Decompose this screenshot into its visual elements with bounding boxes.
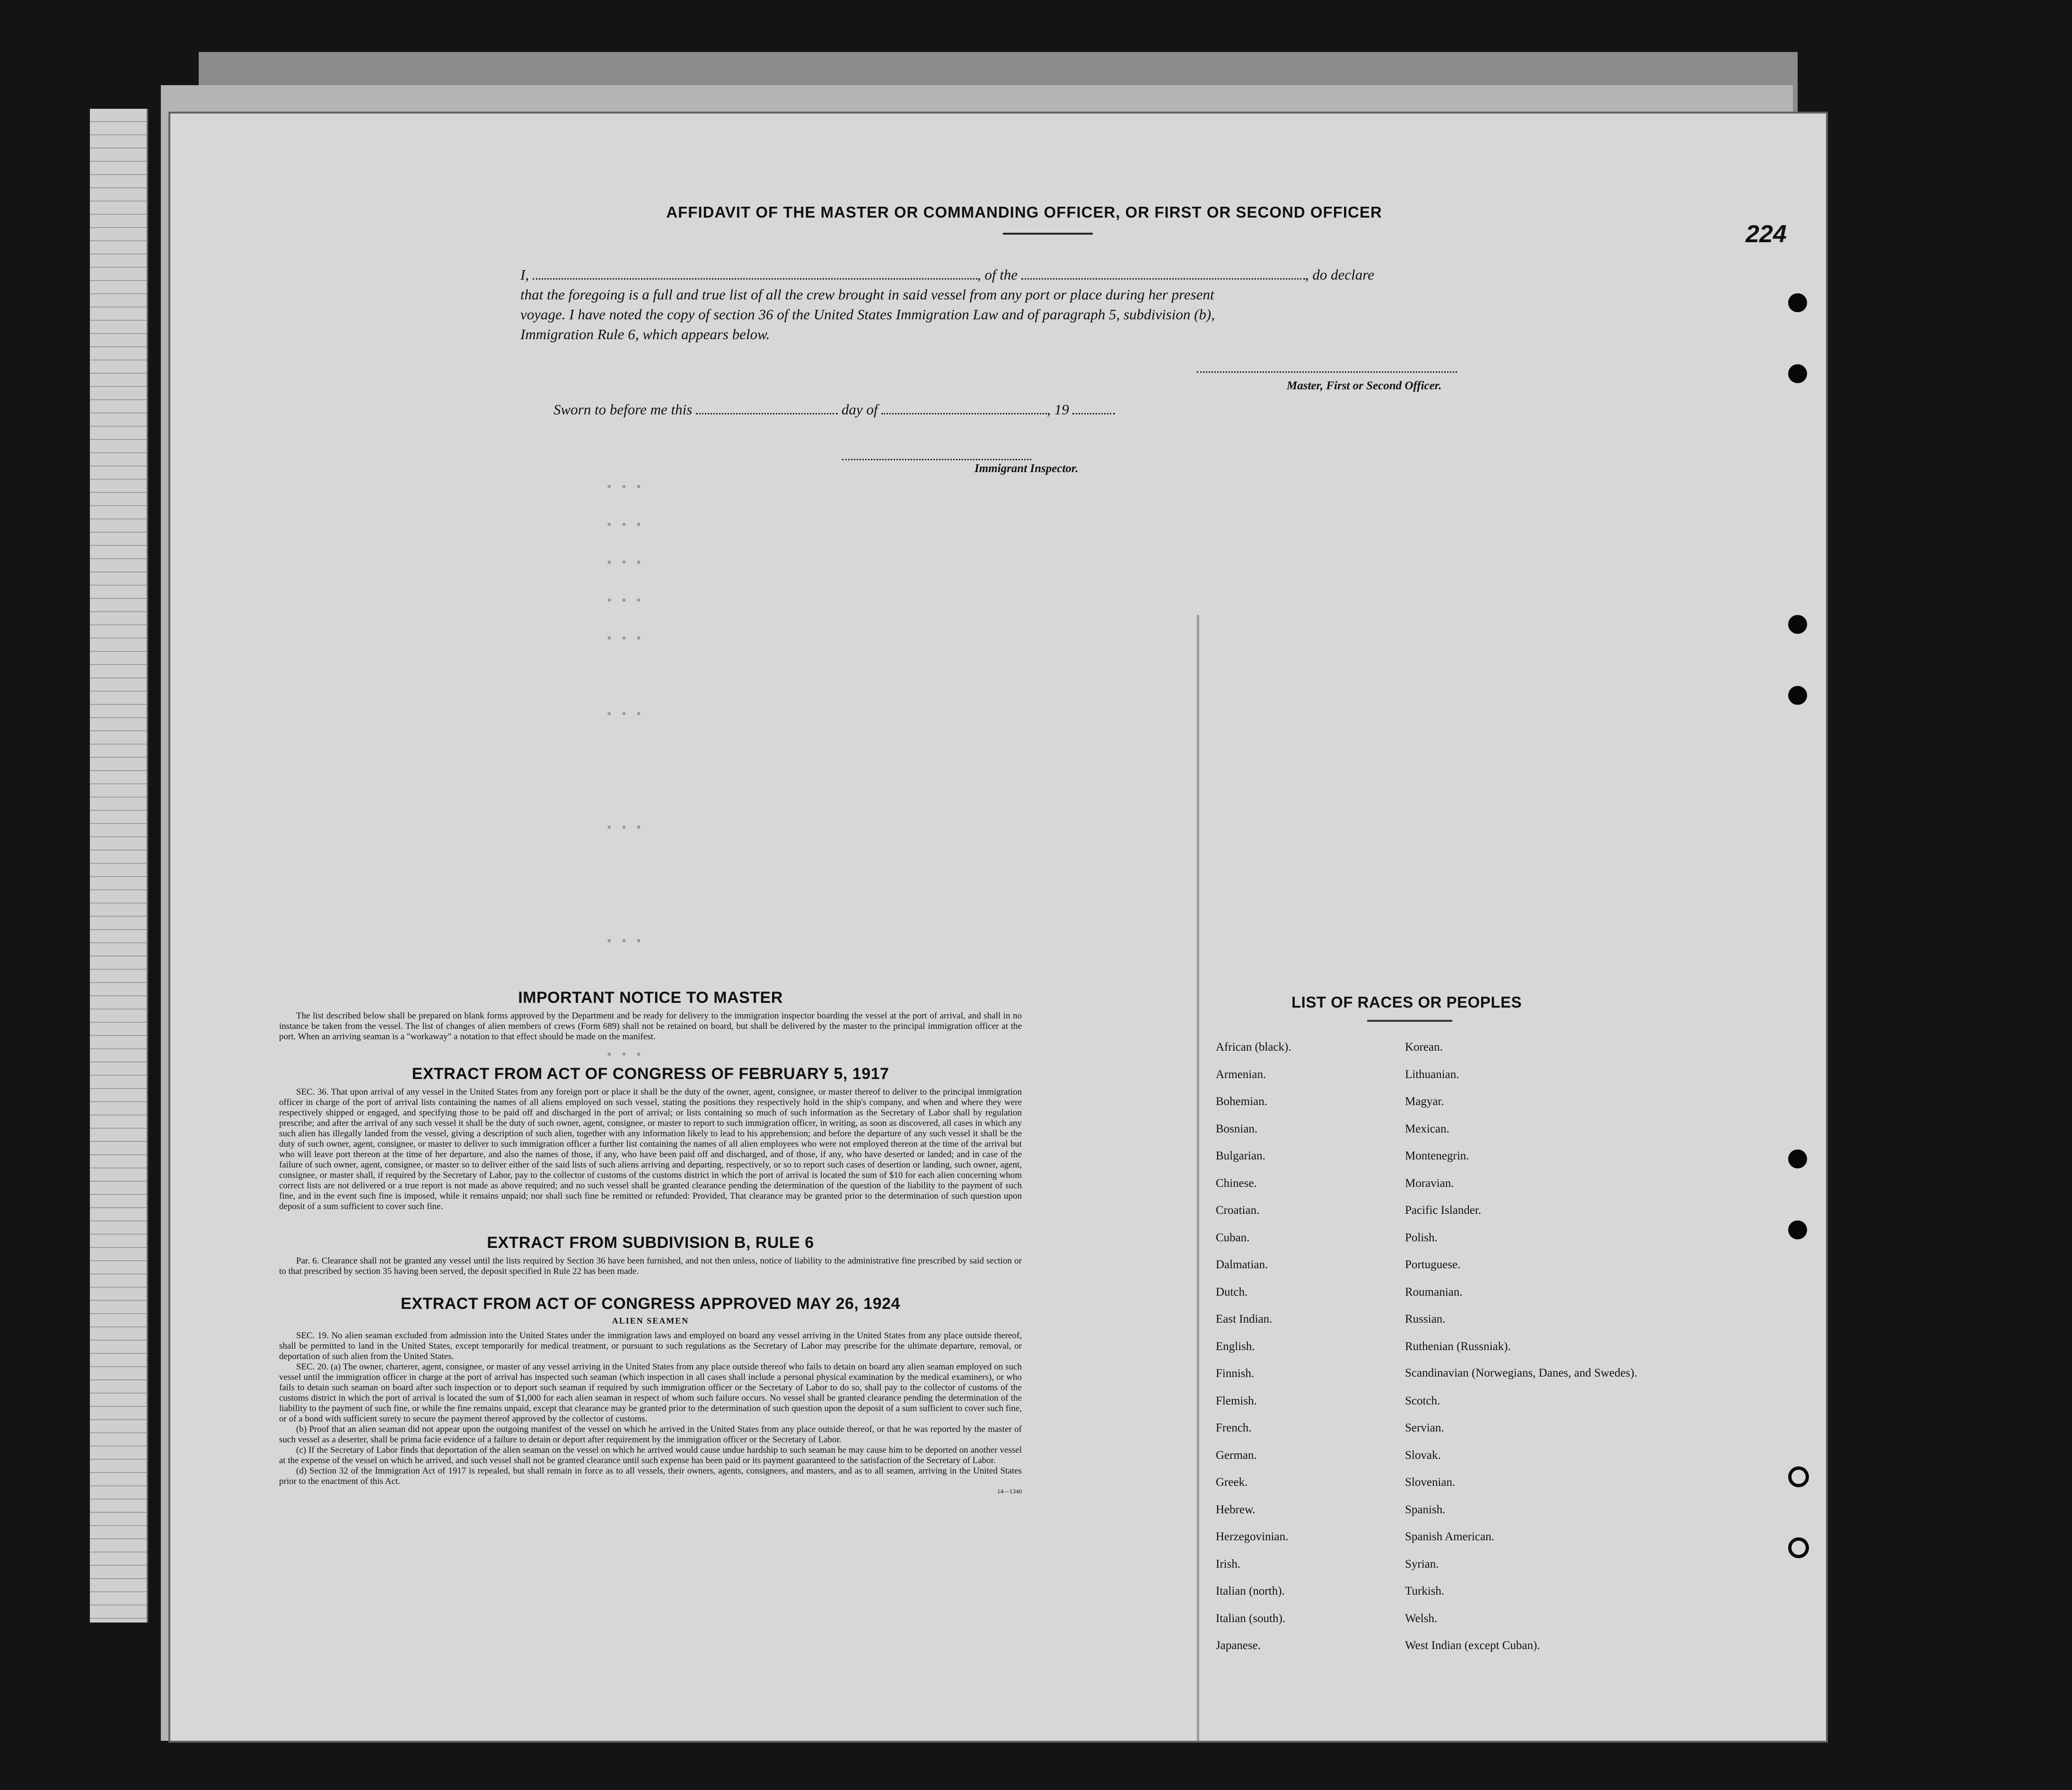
race-item: Flemish. [1216,1394,1257,1407]
master-name-field[interactable] [533,268,977,280]
sworn-year-field[interactable] [1072,403,1115,414]
races-section [1216,993,1689,1652]
race-item: Pacific Islander. [1405,1204,1482,1217]
affidavit-line-3: voyage. I have noted the copy of section 36 of the United States Immigration Law and of paragraph 5, subdivision (b), [520,306,1215,323]
race-item: Turkish. [1405,1585,1445,1597]
race-item: Magyar. [1405,1095,1444,1108]
race-item: Armenian. [1216,1068,1266,1081]
signature-line[interactable] [1197,371,1457,373]
race-item: Croatian. [1216,1204,1260,1217]
races-left-column [1216,1041,1291,1667]
race-item: Dutch. [1216,1285,1248,1299]
race-item: Lithuanian. [1405,1068,1459,1081]
race-item: Welsh. [1405,1612,1438,1625]
race-item: Herzegovinian. [1216,1530,1289,1543]
race-item: Bosnian. [1216,1122,1258,1135]
punch-hole [1788,1220,1807,1239]
race-item: African (black). [1216,1041,1291,1053]
race-item: Bohemian. [1216,1095,1268,1108]
sworn-month-field[interactable] [881,403,1047,414]
race-item: Dalmatian. [1216,1258,1268,1271]
race-item: Moravian. [1405,1176,1454,1190]
extract-1917-title: EXTRACT FROM ACT OF CONGRESS OF FEBRUARY 5, 1917 [412,1065,889,1083]
punch-hole [1788,293,1807,312]
race-item: Finnish. [1216,1367,1255,1380]
race-item: Korean. [1405,1041,1443,1053]
race-item: Mexican. [1405,1122,1449,1135]
race-item: Italian (south). [1216,1612,1286,1625]
affidavit-line-4: Immigration Rule 6, which appears below. [520,326,770,342]
vessel-name-field[interactable] [1021,268,1305,280]
signature-label: Master, First or Second Officer. [1287,379,1442,392]
race-item: Russian. [1405,1313,1446,1325]
extract-1924-title: EXTRACT FROM ACT OF CONGRESS APPROVED MAY 26, 1924 [401,1295,900,1313]
subdivision-title: EXTRACT FROM SUBDIVISION B, RULE 6 [487,1234,814,1252]
race-item: English. [1216,1340,1255,1353]
race-item: Polish. [1405,1231,1438,1244]
races-right-column [1405,1041,1637,1667]
punch-hole-ring [1788,1466,1809,1487]
race-item: Slovenian. [1405,1476,1456,1489]
form-code: 14—1340 [997,1488,1022,1495]
notice-title: IMPORTANT NOTICE TO MASTER [518,989,783,1007]
race-item: East Indian. [1216,1313,1273,1325]
race-item: Servian. [1405,1421,1444,1434]
sworn-day-field[interactable] [696,403,838,414]
manifest-page: 224 AFFIDAVIT OF THE MASTER OR COMMANDING OFFICER, OR FIRST OR SECOND OFFICER I, , of the , do declare that the foregoing is a full and true list of all the crew brought in said vessel from any port or place during her present voyage. I have noted the copy of section 36 of the United States Immigration Law and of paragraph 5, subdivision (b), Immigration Rule 6, which appears below. Master, First or Second Officer. Sworn to before me this day of , 19 Immigrant Inspector. • • • • • • • • • • • • • • • • • • • • • • • • • • • IMPORTANT NOTICE TO MASTER The list described below shall be prepared on blank forms approved by the Department and be ready for delivery to the immigration inspector boarding the vessel at the port of arrival, and shall in no instance be taken from the vessel. The list of changes of alien members of crews (Form 689) shall not be retained on board, but shall be delivered by the master to the principal immigration officer at the port. When an arriving seaman is a "workaway" a notation to that effect should be made on the manifest. EXTRACT FROM ACT OF CONGRESS OF FEBRUARY 5, 1917 SEC. 36. That upon arrival of any vessel in the United States from any foreign port or place it shall be the duty of the owner, agent, consignee, or master thereof to deliver to the principal immigration officer in charge of the port of arrival lists containing the names of all aliens employed on such vessel, stating the positions they respectively hold in the ship's company, and when and where they were respectively shipped or engaged, and specifying those to be paid off and discharged in the port of arrival; or lists containing so much of such information as the Secretary of Labor shall by regulation prescribe; and after the arrival of any such vessel it shall be the duty of such owner, agent, consignee, or master to report to such immigration officer, in writing, as soon as discovered, all cases in which any such alien has illegally landed from the vessel, giving a description of such alien, together with any information likely to lead to his apprehension; and before the departure of any such vessel it shall be the duty of such owner, agent, consignee, or master to deliver to such immigration officer a further list containing the names of all alien employees who were not employed thereon at the time of the arrival but who will leave port thereon at the time of her departure, and also the names of those, if any, who have been paid off and discharged, and of those, if any, who have deserted or landed; and in case of the failure of such owner, agent, consignee, or master so to deliver either of the said lists of such aliens arriving and departing, respectively, or so to report such cases of desertion or landing, such owner, agent, consignee, or master shall, if required by the Secretary of Labor, pay to the collector of customs of the customs district in which the port of arrival is located the sum of $10 for each alien concerning whom correct lists are not delivered or a true report is not made as above required; and no such vessel shall be granted clearance pending the determination of the question of the liability to the payment of such fine, and in the event such fine is imposed, while it remains unpaid; nor shall such fine be remitted or refunded: Provided, That clearance may be granted prior to the determination of such question upon deposit of a sum sufficient to cover such fine. EXTRACT FROM SUBDIVISION B, RULE 6 Par. 6. Clearance shall not be granted any vessel until the lists required by Section 36 have been furnished, and not then unless, notice of liability to the administrative fine prescribed by said section or to that prescribed by section 35 having been served, the deposit specified in Rule 22 has been made. EXTRACT FROM ACT OF CONGRESS APPROVED MAY 26, 1924 ALIEN SEAMEN SEC. 19. No alien seaman excluded from admission into the United States under the immigration laws and employed on board any vessel arriving in the United States from any place outside thereof, shall be permitted to land in the United States, except temporarily for medical treatment, or pursuant to such regulations as the Secretary of Labor may prescribe for the ultimate departure, removal, or deportation of such alien from the United States. SEC. 20. (a) The owner, charterer, agent, consignee, or master of any vessel arriving in the United States from any place outside thereof who fails to detain on board any alien seaman employed on such vessel until the immigration officer in charge at the port of arrival has inspected such seaman (which inspection in all cases shall include a personal physical examination by the medical examiners), or who fails to detain such seaman on board after such inspection or to deport such seaman if required by such immigration officer or the Secretary of Labor to do so, shall pay to the collector of customs of the customs district in which the port of arrival is located the sum of $1,000 for each alien seaman in respect of whom such failure occurs. No vessel shall be granted clearance pending the determination of the liability to the payment of such fine, or while the fine remains unpaid, except that clearance may be granted prior to the determination of such question upon the deposit of a sum sufficient to cover such fine, or of a bond with sufficient surety to secure the payment thereof approved by the collector of customs. (b) Proof that an alien seaman did not appear upon the outgoing manifest of the vessel on which he arrived in the United States from any place outside thereof, or that he was reported by the master of such vessel as a deserter, shall be prima facie evidence of a failure to detain or deport after requirement by the immigration officer or the Secretary of Labor. (c) If the Secretary of Labor finds that deportation of the alien seaman on the vessel on which he arrived would cause undue hardship to such seaman he may cause him to be deported on another vessel at the expense of the vessel on which he arrived, and such vessel shall not be granted clearance until such expense has been paid or its payment guaranteed to the satisfaction of the Secretary of Labor. (d) Section 32 of the Immigration Act of 1917 is repealed, but shall remain in force as to all vessels, their owners, agents, consignees, and masters, and as to all seamen, arriving in the United States prior to the enactment of this Act. 14—1340 LIST OF RACES OR PEOPLES African (black). Armenian. Bohemian. Bosnian. Bulgarian. Chinese. Croatian. Cuban. Dalmatian. Dutch. East Indian. English. Finnish. Flemish. French. German. Greek. Hebrew. Herzegovinian. Irish. Italian (north). Italian (south). Japanese. Korean. Lithuanian. Magyar. Mexican. Montenegrin. Moravian. Pacific Islander. Polish. Portuguese. Roumanian. Russian. Ruthenian (Russniak). Scandinavian (Norwegians, Danes, and Swedes). Scotch. Servian. Slovak. Slovenian. Spanish. Spanish American. Syrian. Turkish. Welsh. West Indian (except Cuban). [170,114,1826,1741]
race-item: Scotch. [1405,1394,1440,1407]
race-item: Montenegrin. [1405,1149,1469,1162]
punch-hole-ring [1788,1537,1809,1558]
race-item: Roumanian. [1405,1285,1463,1299]
race-item: Portuguese. [1405,1258,1461,1271]
race-item: Spanish. [1405,1503,1446,1516]
affidavit-title: AFFIDAVIT OF THE MASTER OR COMMANDING OFFICER, OR FIRST OR SECOND OFFICER [666,203,1382,221]
subdivision-text: Par. 6. Clearance shall not be granted any vessel until the lists required by Section 36 have been furnished, and not then unless, notice of liability to the administrative fine prescribed by said section or to that prescribed by section 35 having been served, the deposit specified in Rule 22 has been made. [279,1256,1022,1276]
race-item: Bulgarian. [1216,1149,1265,1162]
race-item: Hebrew. [1216,1503,1255,1516]
punch-hole [1788,686,1807,705]
ruled-paper-edge [90,109,148,1623]
extract-1924-text: SEC. 19. No alien seaman excluded from admission into the United States under the immigration laws and employed on board any vessel arriving in the United States from any place outside thereof, shall be permitted to land in the United States, except temporarily for medical treatment, or pursuant to such regulations as the Secretary of Labor may prescribe for the ultimate departure, removal, or deportation of such alien from the United States. SEC. 20. (a) The owner, charterer, agent, consignee, or master of any vessel arriving in the United States from any place outside thereof who fails to detain on board any alien seaman employed on such vessel until the immigration officer in charge at the port of arrival has inspected such seaman (which inspection in all cases shall include a personal physical examination by the medical examiners), or who fails to detain such seaman on board after such inspection or to deport such seaman if required by such immigration officer or the Secretary of Labor to do so, shall pay to the collector of customs of the customs district in which the port of arrival is located the sum of $1,000 for each alien seaman in respect of whom such failure occurs. No vessel shall be granted clearance pending the determination of the liability to the payment of such fine, or while the fine remains unpaid, except that clearance may be granted prior to the determination of such question upon the deposit of a sum sufficient to cover such fine, or of a bond with sufficient surety to secure the payment thereof approved by the collector of customs. (b) Proof that an alien seaman did not appear upon the outgoing manifest of the vessel on which he arrived in the United States from any place outside thereof, or that he was reported by the master of such vessel as a deserter, shall be prima facie evidence of a failure to detain or deport after requirement by the immigration officer or the Secretary of Labor. (c) If the Secretary of Labor finds that deportation of the alien seaman on the vessel on which he arrived would cause undue hardship to such seaman he may cause him to be deported on another vessel at the expense of the vessel on which he arrived, and such vessel shall not be granted clearance until such expense has been paid or its payment guaranteed to the satisfaction of the Secretary of Labor. (d) Section 32 of the Immigration Act of 1917 is repealed, but shall remain in force as to all vessels, their owners, agents, consignees, and masters, and as to all seamen, arriving in the United States prior to the enactment of this Act. [279,1331,1022,1486]
race-item: Chinese. [1216,1176,1257,1190]
page-number: 224 [1746,220,1787,248]
race-item: Irish. [1216,1557,1241,1571]
races-title: LIST OF RACES OR PEOPLES [1291,993,1522,1011]
affidavit-section [426,203,1533,475]
race-item: Slovak. [1405,1448,1441,1462]
notice-section [279,989,1022,1495]
race-item: Cuban. [1216,1231,1250,1244]
race-item: Scandinavian (Norwegians, Danes, and Swedes). [1405,1367,1637,1379]
affidavit-line-2: that the foregoing is a full and true list of all the crew brought in said vessel from any port or place during her present [520,286,1214,303]
punch-hole [1788,615,1807,634]
inspector-label: Immigrant Inspector. [975,462,1079,475]
page-fold [1197,615,1199,1741]
race-item: West Indian (except Cuban). [1405,1639,1540,1652]
race-item: Japanese. [1216,1639,1261,1652]
punch-hole [1788,364,1807,383]
race-item: Spanish American. [1405,1530,1494,1543]
race-item: German. [1216,1448,1257,1462]
race-item: Greek. [1216,1476,1248,1489]
punch-hole [1788,1149,1807,1168]
race-item: Italian (north). [1216,1585,1285,1597]
race-item: French. [1216,1421,1252,1434]
race-item: Ruthenian (Russniak). [1405,1340,1511,1353]
race-item: Syrian. [1405,1557,1439,1571]
divider [1367,1020,1452,1022]
alien-seamen-subtitle: ALIEN SEAMEN [612,1316,689,1325]
sworn-line: Sworn to before me this day of , 19 [553,400,1115,420]
affidavit-line-1: I, , of the , do declare [520,266,1374,283]
divider [1003,233,1093,235]
notice-text: The list described below shall be prepared on blank forms approved by the Department and be ready for delivery to the immigration inspector boarding the vessel at the port of arrival, and shall in no instance be taken from the vessel. The list of changes of alien members of crews (Form 689) shall not be retained on board, but shall be delivered by the master to the principal immigration officer at the port. When an arriving seaman is a "workaway" a notation to that effect should be made on the manifest. [279,1011,1022,1042]
extract-1917-text: SEC. 36. That upon arrival of any vessel in the United States from any foreign port or place it shall be the duty of the owner, agent, consignee, or master thereof to deliver to the principal immigration officer in charge of the port of arrival lists containing the names of all aliens employed on such vessel, stating the positions they respectively hold in the ship's company, and when and where they were respectively shipped or engaged, and specifying those to be paid off and discharged in the port of arrival; or lists containing so much of such information as the Secretary of Labor shall by regulation prescribe; and after the arrival of any such vessel it shall be the duty of such owner, agent, consignee, or master to report to such immigration officer, in writing, as soon as discovered, all cases in which any such alien has illegally landed from the vessel, giving a description of such alien, together with any information likely to lead to his apprehension; and before the departure of any such vessel it shall be the duty of such owner, agent, consignee, or master to deliver to such immigration officer a further list containing the names of all alien employees who were not employed thereon at the time of the arrival but who will leave port thereon at the time of her departure, and also the names of those, if any, who have been paid off and discharged, and of those, if any, who have deserted or landed; and in case of the failure of such owner, agent, consignee, or master so to deliver either of the said lists of such aliens arriving and departing, respectively, or so to report such cases of desertion or landing, such owner, agent, consignee, or master shall, if required by the Secretary of Labor, pay to the collector of customs of the customs district in which the port of arrival is located the sum of $10 for each alien concerning whom correct lists are not delivered or a true report is not made as above required; and no such vessel shall be granted clearance pending the determination of the question of the liability to the payment of such fine, and in the event such fine is imposed, while it remains unpaid; nor shall such fine be remitted or refunded: Provided, That clearance may be granted prior to the determination of such question upon deposit of a sum sufficient to cover such fine. [279,1087,1022,1211]
